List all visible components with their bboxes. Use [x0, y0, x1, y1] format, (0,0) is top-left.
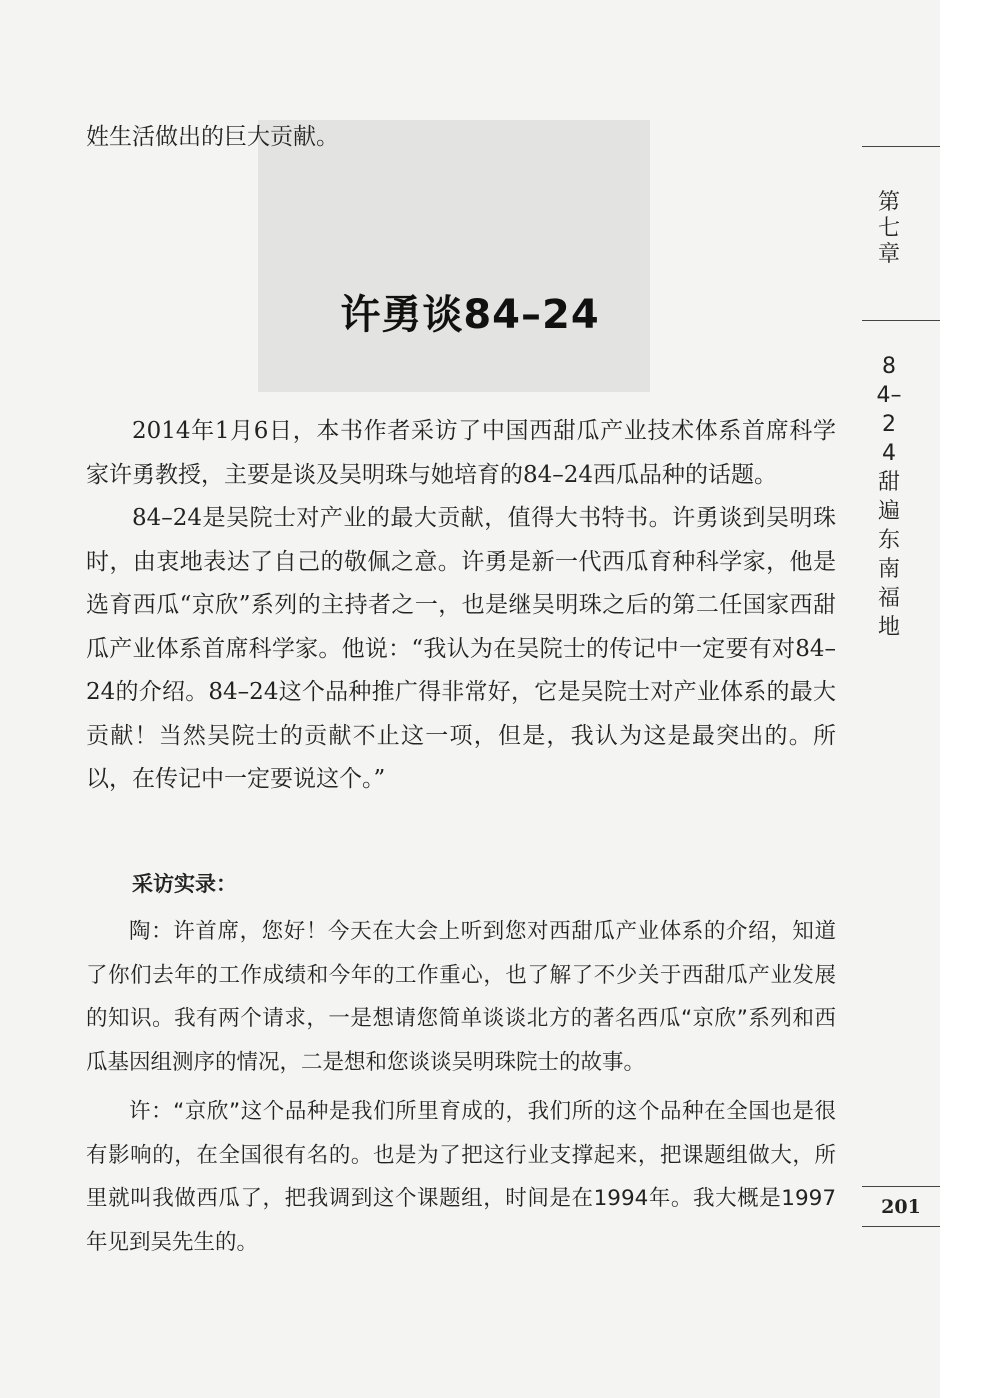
article-title: 许勇谈84–24 [340, 292, 600, 338]
margin-rule-page [862, 1186, 940, 1187]
margin-rule-top [862, 146, 940, 147]
faded-photo-area [258, 120, 650, 392]
paragraph-main: 84–24是吴院士对产业的最大贡献，值得大书特书。许勇谈到吴明珠时，由衷地表达了自己的敬佩之意。许勇是新一代西瓜育种科学家，他是选育西瓜“京欣”系列的主持者之一，也是继吴明珠之后的第二任国家西甜瓜产业体系首席科学家。他说：“我认为在吴院士的传记中一定要有对84–24的介绍。84–24这个品种推广得非常好，它是吴院士对产业体系的最大贡献！当然吴院士的贡献不止这一项，但是，我认为这是最突出的。所以，在传记中一定要说这个。” [86, 505, 836, 792]
page-number: 201 [881, 1196, 921, 1218]
chapter-label: 第七章 [877, 190, 900, 267]
body-text [86, 410, 836, 802]
margin-rule-bottom [862, 1226, 940, 1227]
interview-text [86, 910, 836, 1270]
chapter-title: 84–24甜遍东南福地 [876, 354, 902, 640]
paragraph-intro: 2014年1月6日，本书作者采访了中国西甜瓜产业技术体系首席科学家许勇教授，主要是谈及吴明珠与她培育的84–24西瓜品种的话题。 [86, 418, 836, 488]
margin-rule-middle [862, 320, 940, 321]
interview-answer: 许：“京欣”这个品种是我们所里育成的，我们所的这个品种在全国也是很有影响的，在全国很有名的。也是为了把这行业支撑起来，把课题组做大，所里就叫我做西瓜了，把我调到这个课题组，时间是在1994年。我大概是1997年见到吴先生的。 [86, 1099, 836, 1255]
section-heading: 采访实录： [132, 872, 237, 896]
page-edge [940, 0, 988, 1398]
interview-question: 陶：许首席，您好！今天在大会上听到您对西甜瓜产业体系的介绍，知道了你们去年的工作成绩和今年的工作重心，也了解了不少关于西甜瓜产业发展的知识。我有两个请求，一是想请您简单谈谈北方的著名西瓜“京欣”系列和西瓜基因组测序的情况，二是想和您谈谈吴明珠院士的故事。 [86, 919, 836, 1075]
lead-line: 姓生活做出的巨大贡献。 [86, 124, 339, 150]
